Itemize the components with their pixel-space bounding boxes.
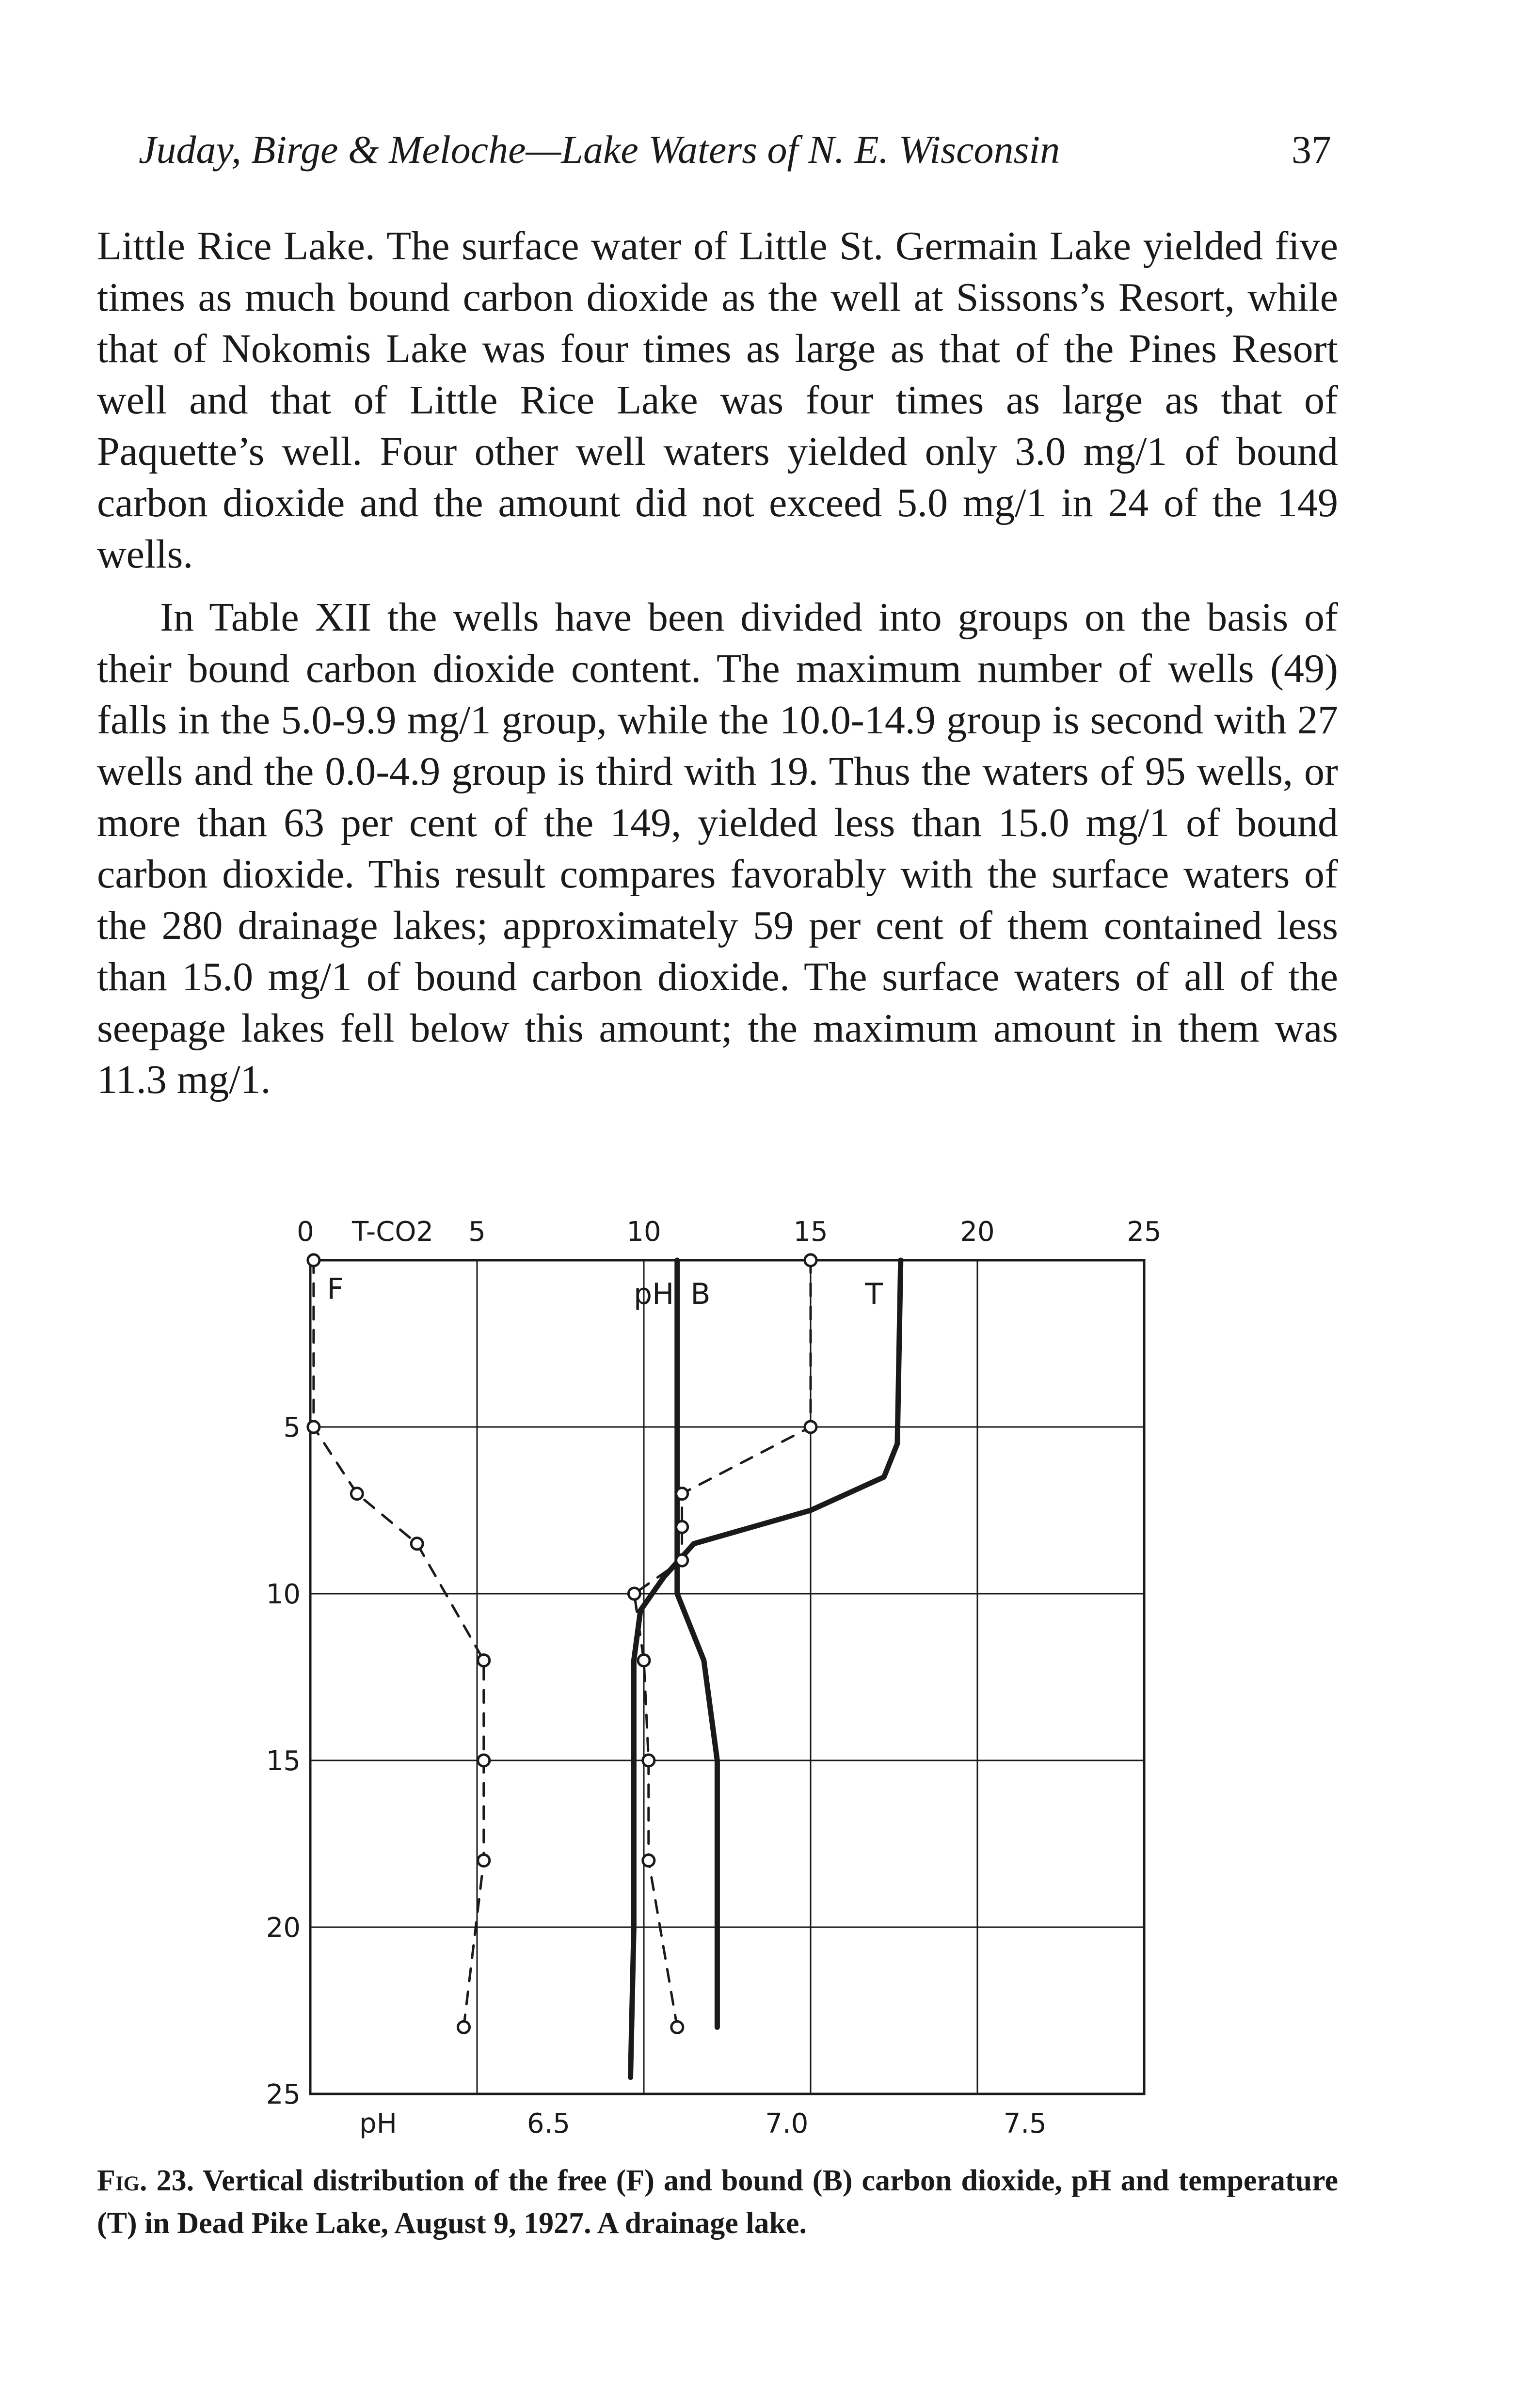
left-tick-label: 20: [266, 1912, 301, 1944]
paragraph: In Table XII the wells have been divided into groups on the basis of their bound carbon dioxide content. The maximum number of wells (49) falls in the 5.0-9.9 mg/1 group, while the 10.0-14.9 group is second with 27 wells and the 0.0-4.9 group is third with 19. Thus the waters of 95 wells, or more than 63 per cent of the 149, yielded less than 15.0 mg/1 of bound carbon dioxide. This result compares favorably with the surface waters of the 280 drainage lakes; approximately 59 per cent of them contained less than 15.0 mg/1 of bound carbon dioxide. The surface waters of all of the seepage lakes fell below this amount; the maximum amount in them was 11.3 mg/1.: [97, 595, 1338, 1102]
left-tick-label: 15: [266, 1745, 301, 1777]
left-tick-label: 5: [283, 1412, 301, 1443]
running-header: [139, 127, 1331, 180]
series-point-f: [478, 1655, 490, 1666]
series-point-f: [308, 1421, 319, 1433]
paragraph: Little Rice Lake. The surface water of Little St. Germain Lake yielded five times as much bound carbon dioxide as the well at Sissons’s Resort, while that of Nokomis Lake was four times as large as that of the Pines Resort well and that of Little Rice Lake was four times as large as that of Paquette’s well. Four other well waters yielded only 3.0 mg/1 of bound carbon dioxide and the amount did not exceed 5.0 mg/1 in 24 of the 149 wells.: [97, 223, 1338, 577]
series-point-ph: [805, 1254, 816, 1266]
top-tick-label: 5: [468, 1216, 486, 1248]
series-label-f: F: [327, 1272, 344, 1306]
top-tick-label: 10: [626, 1216, 661, 1248]
series-label-t: T: [865, 1277, 883, 1311]
series-point-f: [458, 2021, 469, 2033]
bottom-tick-label: 6.5: [527, 2108, 570, 2139]
series-point-ph: [628, 1588, 640, 1600]
series-line-b: [677, 1260, 718, 2027]
series-point-ph: [805, 1421, 816, 1433]
top-tick-label: 15: [793, 1216, 828, 1248]
series-point-f: [478, 1755, 490, 1766]
bottom-axis-label: pH: [359, 2108, 397, 2139]
page-number: 37: [1292, 127, 1331, 172]
depth-profile-chart: [266, 1202, 1217, 2152]
caption-label: Fig. 23.: [97, 2164, 194, 2197]
series-point-ph: [671, 2021, 683, 2033]
left-tick-label: 25: [266, 2079, 301, 2110]
series-line-ph: [634, 1260, 811, 2027]
caption-text: Vertical distribution of the free (F) and bound (B) carbon dioxide, pH and temperature (T) in Dead Pike Lake, August 9, 1927. A drainage lake.: [97, 2164, 1338, 2240]
series-point-ph: [643, 1755, 654, 1766]
series-point-ph: [643, 1854, 654, 1866]
top-tick-label: 25: [1127, 1216, 1162, 1248]
top-tick-label: 0: [297, 1216, 314, 1248]
series-point-f: [411, 1538, 423, 1550]
left-tick-label: 10: [266, 1579, 301, 1610]
bottom-tick-label: 7.0: [765, 2108, 809, 2139]
series-line-t: [631, 1260, 901, 2077]
plot-frame: [310, 1260, 1144, 2094]
series-point-f: [351, 1488, 363, 1500]
top-axis-label: T-CO2: [351, 1216, 434, 1248]
running-title: Juday, Birge & Meloche—Lake Waters of N. E. Wisconsin: [139, 127, 1060, 172]
bottom-tick-label: 7.5: [1003, 2108, 1047, 2139]
series-label-ph: pH: [634, 1277, 674, 1311]
series-point-f: [478, 1854, 490, 1866]
figure-caption: [97, 2159, 1338, 2245]
figure: [266, 1202, 1217, 2152]
body-text: [97, 221, 1338, 1106]
series-point-ph: [676, 1521, 688, 1533]
series-point-ph: [676, 1488, 688, 1500]
top-tick-label: 20: [960, 1216, 995, 1248]
series-point-ph: [638, 1655, 650, 1666]
series-point-f: [308, 1254, 319, 1266]
series-line-f: [314, 1260, 484, 2027]
series-label-b: B: [690, 1277, 711, 1311]
series-point-ph: [676, 1554, 688, 1566]
